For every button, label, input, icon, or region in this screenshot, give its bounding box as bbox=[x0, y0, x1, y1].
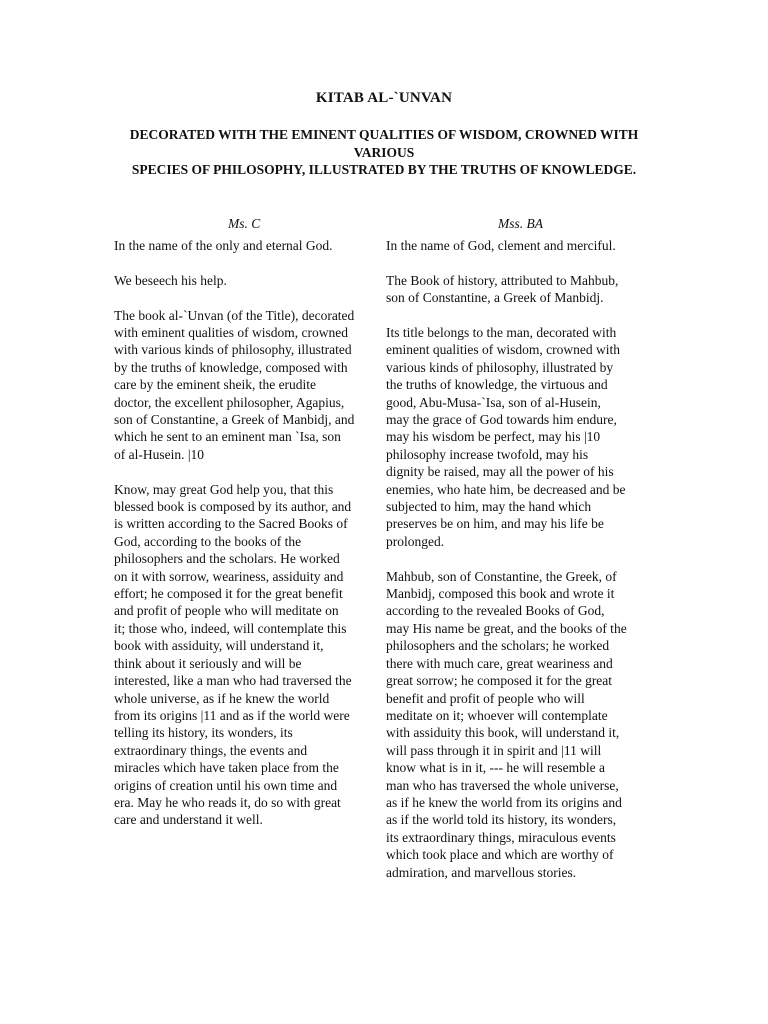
right-paragraph: Mahbub, son of Constantine, the Greek, of Manbidj, composed this book and wrote it according to the revealed Books of God, may His name be great, and the books of the philosophers and the scholars; he worked there with much care, great weariness and great sorrow; he composed it for the great benefit and profit of people who will meditate on it; whoever will contemplate with assiduity this book, will understand it, will pass through it in spirit and |11 will know what is in it, --- he will resemble a man who has traversed the whole universe, as if he knew the world from its origins and as if the world told its history, its wonders, its extraordinary things, miraculous events which took place and which are worthy of admiration, and marvellous stories. bbox=[386, 568, 627, 880]
left-paragraph: Know, may great God help you, that this blessed book is composed by its author, and is written according to the Sacred Books of God, according to the books of the philosophers and the scholars. He worked on it with sorrow, weariness, assiduity and effort; he composed it for the great benefit and profit of people who will meditate on it; those who, indeed, will contemplate this book with assiduity, will understand it, think about it seriously and will be interested, like a man who had traversed the whole universe, as if he knew the world from its origins |11 and as if the world were telling its history, its wonders, its extraordinary things, the events and miracles which have taken place from the origins of creation until his own time and era. May he who reads it, do so with great care and understand it well. bbox=[114, 481, 352, 828]
document-title: KITAB AL-`UNVAN bbox=[315, 90, 453, 106]
document-subtitle bbox=[110, 126, 658, 179]
right-paragraph: Its title belongs to the man, decorated with eminent qualities of wisdom, crowned with various kinds of philosophy, illustrated by the truths of knowledge, the virtuous and good, Abu-Musa-`Isa, son of al-Husein, may the grace of God towards him endure, may his wisdom be perfect, may his |10 philosophy increase twofold, may his dignity be raised, may all the power of his enemies, who hate him, be decreased and be subjected to him, may the hand which preserves be on him, and may his life be prolonged. bbox=[386, 325, 626, 549]
left-paragraph: We beseech his help. bbox=[114, 272, 227, 288]
subtitle-line: DECORATED WITH THE EMINENT QUALITIES OF WISDOM, CROWNED WITH VARIOUS bbox=[129, 127, 639, 160]
left-column-text bbox=[114, 237, 380, 846]
right-paragraph: In the name of God, clement and merciful. bbox=[386, 238, 616, 253]
right-column-heading: Mss. BA bbox=[498, 216, 543, 231]
subtitle-line: SPECIES OF PHILOSOPHY, ILLUSTRATED BY THE TRUTHS OF KNOWLEDGE. bbox=[131, 162, 637, 177]
left-column-heading: Ms. C bbox=[228, 216, 261, 231]
left-paragraph: The book al-`Unvan (of the Title), decorated with eminent qualities of wisdom, crowned with various kinds of philosophy, illustrated by the truths of knowledge, composed with care by the eminent sheik, the erudite doctor, the excellent philosopher, Agapius, son of Constantine, a Greek of Manbidj, and which he sent to an eminent man `Isa, son of al-Husein. |10 bbox=[114, 307, 355, 462]
right-paragraph: The Book of history, attributed to Mahbub, son of Constantine, a Greek of Manbidj. bbox=[386, 272, 619, 306]
right-column-text bbox=[386, 237, 658, 898]
left-paragraph: In the name of the only and eternal God. bbox=[114, 238, 333, 253]
